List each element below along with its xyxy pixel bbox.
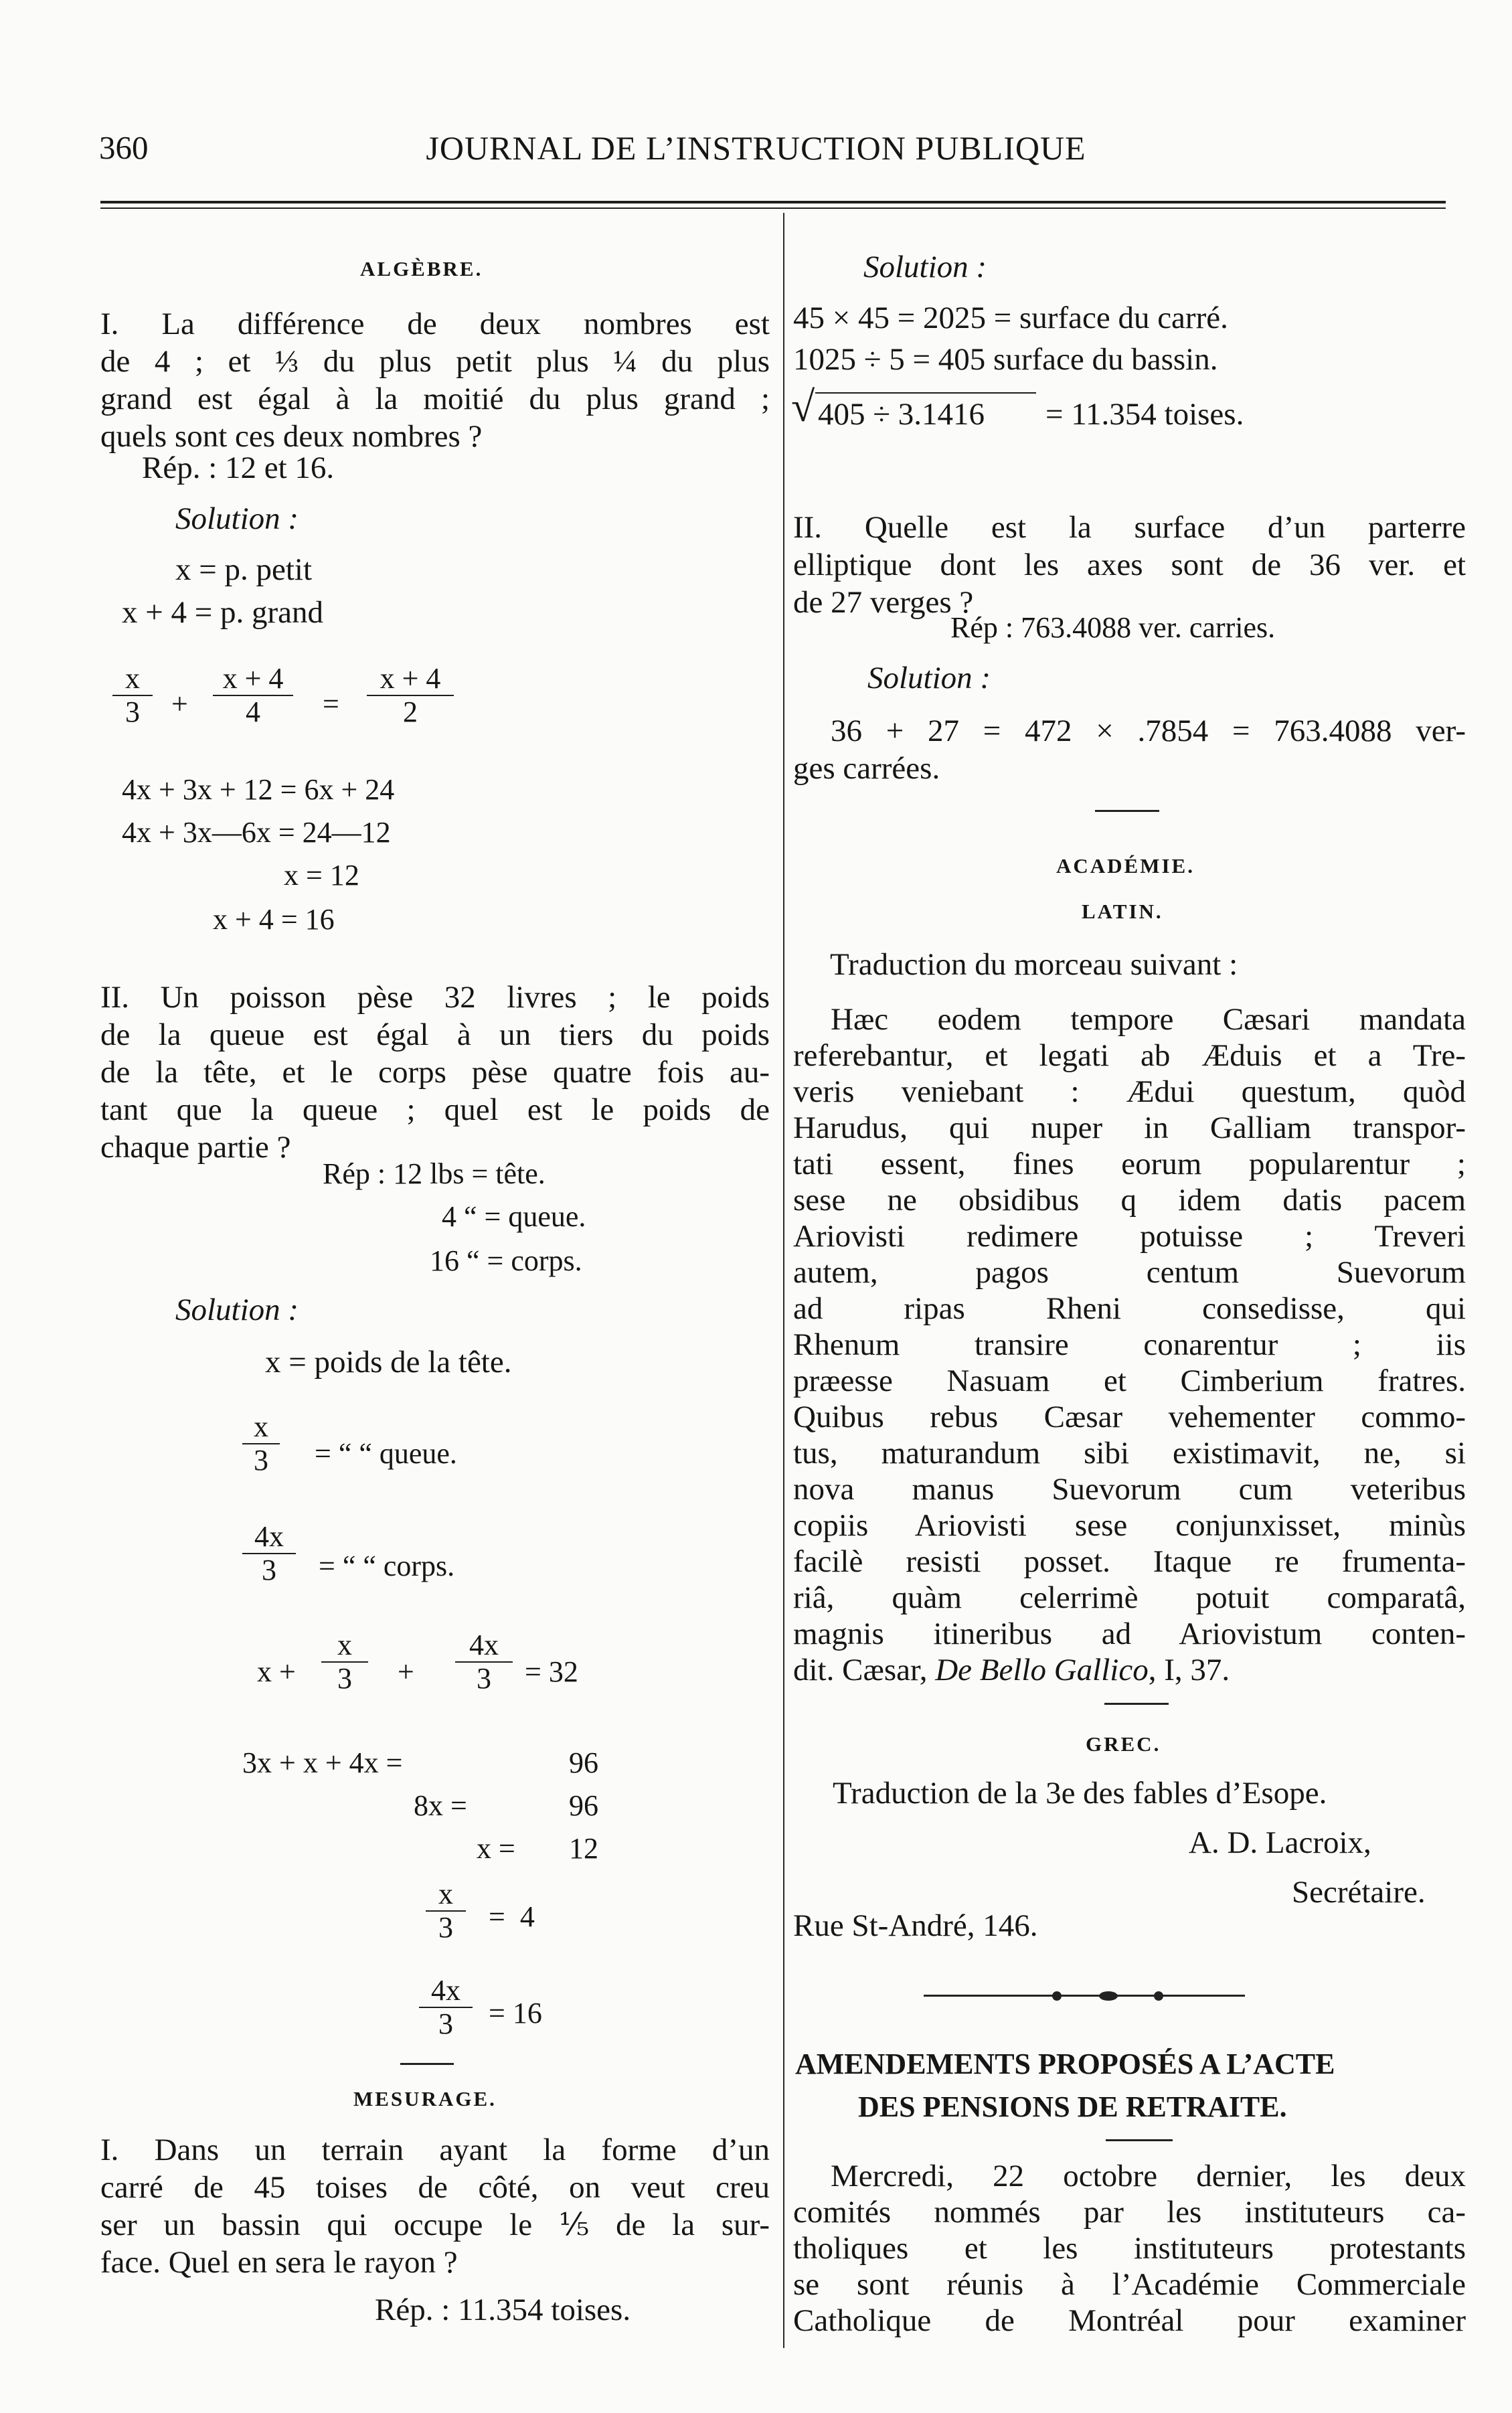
solution-label: Solution : bbox=[175, 501, 299, 536]
operator: + bbox=[398, 1655, 414, 1688]
ornament-rule bbox=[924, 1995, 1245, 1997]
equation-rhs: = 16 bbox=[489, 1997, 542, 2029]
denominator: 3 bbox=[438, 1911, 453, 1944]
text-line: grand est égal à la moitié du plus grand ; bbox=[100, 382, 770, 416]
text-line: tholiques et les instituteurs protestants bbox=[793, 2231, 1466, 2266]
text-line: tus, maturandum sibi existimavit, ne, si bbox=[793, 1436, 1466, 1471]
amend-paragraph bbox=[793, 2158, 1466, 2339]
text-line: de 27 verges ? bbox=[793, 585, 974, 620]
equation-step: x = 12 bbox=[284, 859, 359, 892]
fraction bbox=[321, 1629, 368, 1695]
academie-heading: ACADÉMIE. bbox=[1056, 854, 1195, 878]
text-line: Harudus, qui nuper in Galliam transpor- bbox=[793, 1110, 1466, 1145]
fraction bbox=[426, 1878, 466, 1944]
text-line: ges carrées. bbox=[793, 751, 940, 786]
denominator: 3 bbox=[477, 1662, 491, 1695]
numerator: x bbox=[254, 1410, 268, 1443]
denominator: 3 bbox=[438, 2007, 453, 2040]
definition-rest: = “ “ queue. bbox=[315, 1437, 457, 1470]
signature-name: A. D. Lacroix, bbox=[1189, 1825, 1371, 1860]
text-line: referebantur, et legati ab Æduis et a Tre- bbox=[793, 1038, 1466, 1073]
section-rule bbox=[1104, 1703, 1169, 1705]
citation-work: De Bello Gallico bbox=[935, 1653, 1149, 1687]
text-line: tant que la queue ; quel est le poids de bbox=[100, 1092, 770, 1127]
section-rule bbox=[400, 2063, 454, 2065]
sqrt-content: 405 ÷ 3.1416 bbox=[818, 397, 985, 432]
mesurage-heading: MESURAGE. bbox=[353, 2087, 497, 2110]
text-line: carré de 45 toises de côté, on veut creu bbox=[100, 2170, 770, 2205]
answer-line: Rép : 12 lbs = tête. bbox=[323, 1157, 545, 1190]
citation-text: dit. Cæsar, bbox=[793, 1653, 936, 1687]
equation-step: x + 4 = 16 bbox=[213, 903, 335, 936]
grec-text: Traduction de la 3e des fables d’Esope. bbox=[833, 1776, 1327, 1811]
solution-line: 45 × 45 = 2025 = surface du carré. bbox=[793, 301, 1228, 335]
algebre-heading: ALGÈBRE. bbox=[360, 257, 483, 280]
text-line: tati essent, fines eorum popularentur ; bbox=[793, 1147, 1466, 1181]
signature-title: Secrétaire. bbox=[1292, 1875, 1426, 1910]
text-line: de la queue est égal à un tiers du poids bbox=[100, 1017, 770, 1052]
section-rule bbox=[1095, 810, 1159, 812]
equation-step: x = bbox=[477, 1832, 515, 1865]
fraction bbox=[242, 1411, 280, 1477]
text-line: Quibus rebus Cæsar vehementer commo- bbox=[793, 1400, 1466, 1434]
numerator: 4x bbox=[254, 1520, 284, 1553]
equation-step-value: 12 bbox=[569, 1832, 598, 1865]
text-line: elliptique dont les axes sont de 36 ver. et bbox=[793, 548, 1466, 582]
answer-line: 4 “ = queue. bbox=[442, 1200, 586, 1233]
fraction bbox=[455, 1629, 513, 1695]
denominator: 2 bbox=[403, 695, 418, 728]
fraction bbox=[419, 1975, 473, 2040]
equation-step: 8x = bbox=[414, 1789, 467, 1822]
latin-passage bbox=[793, 1001, 1466, 1688]
amend-heading-2: DES PENSIONS DE RETRAITE. bbox=[858, 2090, 1287, 2123]
text-line: Rhenum transire conarentur ; iis bbox=[793, 1327, 1466, 1362]
header-rule-thin bbox=[100, 207, 1446, 209]
address: Rue St-André, 146. bbox=[793, 1908, 1038, 1943]
text-line: veris veniebant : Ædui questum, quòd bbox=[793, 1074, 1466, 1109]
citation-line bbox=[793, 1652, 1466, 1688]
text-line: autem, pagos centum Suevorum bbox=[793, 1255, 1466, 1290]
numerator: 4x bbox=[469, 1629, 499, 1661]
fraction bbox=[242, 1521, 296, 1586]
denominator: 4 bbox=[246, 695, 260, 728]
text-line: copiis Ariovisti sese conjunxisset, minùs bbox=[793, 1508, 1466, 1543]
mesurage-question-2 bbox=[793, 509, 1466, 621]
answer-line: Rép. : 11.354 toises. bbox=[375, 2293, 631, 2327]
text-line: II. Un poisson pèse 32 livres ; le poids bbox=[100, 980, 770, 1015]
text-line: II. Quelle est la surface d’un parterre bbox=[793, 510, 1466, 545]
equation-step: 3x + x + 4x = bbox=[242, 1746, 403, 1779]
text-line: chaque partie ? bbox=[100, 1130, 291, 1165]
ornament-center bbox=[1099, 1991, 1118, 2001]
mesurage-solution-2 bbox=[793, 712, 1466, 787]
answer-line: 16 “ = corps. bbox=[430, 1244, 582, 1277]
equation-rhs: = 4 bbox=[489, 1900, 535, 1933]
citation-ref: , I, 37. bbox=[1148, 1653, 1230, 1687]
solution-line: 1025 ÷ 5 = 405 surface du bassin. bbox=[793, 342, 1218, 377]
equation-prefix: x + bbox=[257, 1655, 296, 1688]
solution-label: Solution : bbox=[867, 661, 991, 695]
numerator: x bbox=[337, 1629, 352, 1661]
text-line: ad ripas Rheni consedisse, qui bbox=[793, 1291, 1466, 1326]
header-rule bbox=[100, 201, 1446, 203]
fraction bbox=[367, 663, 454, 728]
equation-step-value: 96 bbox=[569, 1746, 598, 1779]
text-line: facilè resisti posset. Itaque re frumenta- bbox=[793, 1544, 1466, 1579]
numerator: x + 4 bbox=[380, 662, 441, 695]
text-line: ser un bassin qui occupe le ⅕ de la sur- bbox=[100, 2208, 770, 2242]
fraction bbox=[112, 663, 153, 728]
section-rule bbox=[1106, 2139, 1173, 2141]
amend-heading-1: AMENDEMENTS PROPOSÉS A L’ACTE bbox=[795, 2048, 1335, 2080]
numerator: x bbox=[125, 662, 140, 695]
definition-line: x = p. petit bbox=[175, 552, 313, 587]
answer-line: Rép : 763.4088 ver. carries. bbox=[950, 611, 1276, 644]
solution-label: Solution : bbox=[175, 1293, 299, 1327]
operator: + bbox=[171, 687, 188, 720]
definition-rest: = “ “ corps. bbox=[319, 1550, 455, 1582]
equation-step: 4x + 3x + 12 = 6x + 24 bbox=[122, 773, 395, 806]
page-number: 360 bbox=[99, 129, 149, 166]
denominator: 3 bbox=[254, 1444, 268, 1477]
numerator: x bbox=[438, 1878, 453, 1910]
denominator: 3 bbox=[125, 695, 140, 728]
denominator: 3 bbox=[262, 1554, 276, 1586]
fraction bbox=[213, 663, 293, 728]
text-line: I. Dans un terrain ayant la forme d’un bbox=[100, 2133, 770, 2167]
text-line: comités nommés par les instituteurs ca- bbox=[793, 2195, 1466, 2230]
ornament-dot bbox=[1052, 1991, 1062, 2001]
grec-heading: GREC. bbox=[1086, 1732, 1161, 1756]
denominator: 3 bbox=[337, 1662, 352, 1695]
answer-line: Rép. : 12 et 16. bbox=[142, 450, 335, 485]
text-line: Hæc eodem tempore Cæsari mandata bbox=[831, 1002, 1466, 1037]
definition-line: x + 4 = p. grand bbox=[122, 595, 324, 630]
equation-rhs: = 32 bbox=[525, 1655, 578, 1688]
text-line: Mercredi, 22 octobre dernier, les deux bbox=[831, 2159, 1466, 2193]
column-divider bbox=[783, 213, 784, 2348]
text-line: riâ, quàm celerrimè potuit comparatâ, bbox=[793, 1580, 1466, 1615]
algebra-question-2 bbox=[100, 979, 770, 1166]
numerator: 4x bbox=[431, 1974, 460, 2007]
text-line: Catholique de Montréal pour examiner bbox=[793, 2303, 1466, 2338]
latin-heading: LATIN. bbox=[1082, 900, 1163, 923]
text-line: de 4 ; et ⅓ du plus petit plus ¼ du plus bbox=[100, 344, 770, 379]
sqrt-result: = 11.354 toises. bbox=[1045, 397, 1244, 432]
sqrt-vinculum bbox=[815, 392, 1036, 394]
equation-step: 4x + 3x—6x = 24—12 bbox=[122, 816, 391, 849]
text-line: quels sont ces deux nombres ? bbox=[100, 419, 483, 454]
journal-title: JOURNAL DE L’INSTRUCTION PUBLIQUE bbox=[426, 129, 1086, 167]
text-line: I. La différence de deux nombres est bbox=[100, 307, 770, 341]
text-line: Ariovisti redimere potuisse ; Treveri bbox=[793, 1219, 1466, 1254]
text-line: de la tête, et le corps pèse quatre fois au- bbox=[100, 1055, 770, 1090]
text-line: face. Quel en sera le rayon ? bbox=[100, 2245, 458, 2280]
sqrt-radical: √ bbox=[791, 383, 815, 430]
text-line: 36 + 27 = 472 × .7854 = 763.4088 ver- bbox=[831, 714, 1466, 748]
latin-intro: Traduction du morceau suivant : bbox=[830, 947, 1238, 982]
text-line: nova manus Suevorum cum veteribus bbox=[793, 1472, 1466, 1507]
operator: = bbox=[323, 687, 339, 720]
solution-label: Solution : bbox=[863, 250, 987, 284]
mesurage-question-1 bbox=[100, 2131, 770, 2281]
text-line: magnis itineribus ad Ariovistum conten- bbox=[793, 1616, 1466, 1651]
definition-line: x = poids de la tête. bbox=[265, 1345, 512, 1380]
text-line: præesse Nasuam et Cimberium fratres. bbox=[793, 1363, 1466, 1398]
text-line: se sont réunis à l’Académie Commerciale bbox=[793, 2267, 1466, 2302]
algebra-question-1 bbox=[100, 305, 770, 455]
ornament-dot bbox=[1154, 1991, 1163, 2001]
numerator: x + 4 bbox=[222, 662, 284, 695]
text-line: sese ne obsidibus q idem datis pacem bbox=[793, 1183, 1466, 1218]
equation-step-value: 96 bbox=[569, 1789, 598, 1822]
